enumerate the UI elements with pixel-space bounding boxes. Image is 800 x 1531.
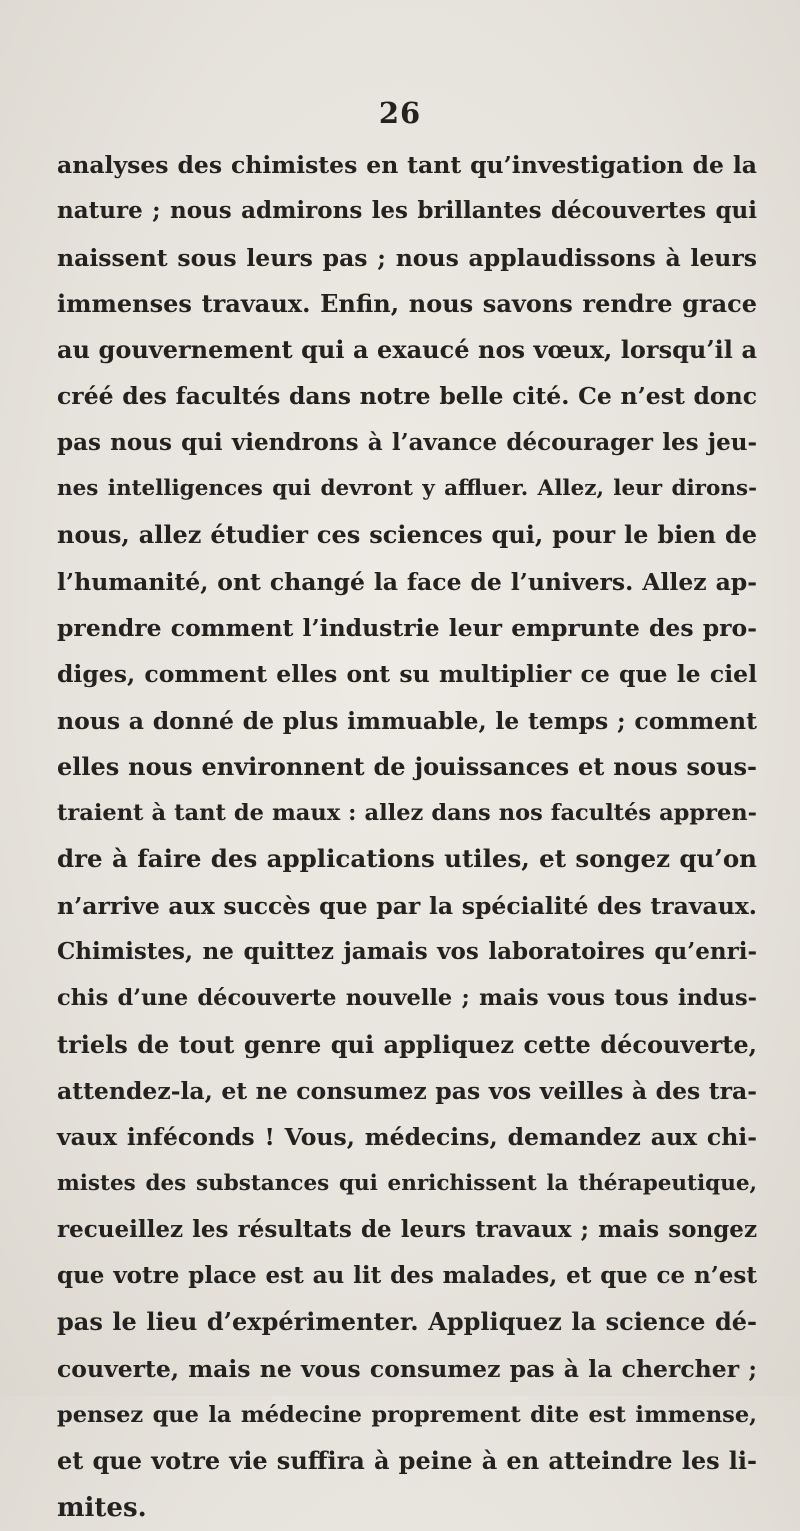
text-line: pas nous qui viendrons à l’avance décourager les jeu-: [57, 428, 757, 456]
text-line: analyses des chimistes en tant qu’investigation de la: [57, 151, 757, 179]
text-line: nes intelligences qui devront y affluer. Allez, leur dirons-: [57, 476, 757, 502]
text-line: traient à tant de maux : allez dans nos facultés appren-: [57, 800, 757, 827]
body-text: [57, 142, 757, 1531]
text-line: diges, comment elles ont su multiplier ce que le ciel: [57, 660, 757, 689]
text-line: et que votre vie suffira à peine à en atteindre les li-: [57, 1446, 757, 1476]
text-line: elles nous environnent de jouissances et nous sous-: [57, 751, 757, 781]
page-number: 26: [378, 96, 422, 130]
text-line: l’humanité, ont changé la face de l’univers. Allez ap-: [57, 567, 757, 596]
text-line: que votre place est au lit des malades, et que ce n’est: [57, 1262, 757, 1290]
text-line: mistes des substances qui enrichissent la thérapeutique,: [57, 1170, 757, 1196]
text-line: triels de tout genre qui appliquez cette découverte,: [57, 1029, 757, 1059]
text-line: nous, allez étudier ces sciences qui, pour le bien de: [57, 520, 757, 550]
text-line: Chimistes, ne quittez jamais vos laboratoires qu’enri-: [57, 938, 757, 966]
text-line: prendre comment l’industrie leur emprunte des pro-: [57, 613, 757, 642]
text-line: nous a donné de plus immuable, le temps ; comment: [57, 706, 757, 735]
text-line: nature ; nous admirons les brillantes découvertes qui: [57, 197, 757, 225]
text-line: vaux inféconds ! Vous, médecins, demandez aux chi-: [57, 1123, 757, 1152]
text-line: pas le lieu d’expérimenter. Appliquez la science dé-: [57, 1307, 757, 1337]
text-line: chis d’une découverte nouvelle ; mais vous tous indus-: [57, 985, 757, 1012]
text-line: dre à faire des applications utiles, et songez qu’on: [57, 844, 757, 874]
text-line: naissent sous leurs pas ; nous applaudissons à leurs: [57, 243, 757, 272]
text-line: immenses travaux. Enfin, nous savons rendre grace: [57, 288, 757, 318]
text-line: attendez-la, et ne consumez pas vos veilles à des tra-: [57, 1076, 757, 1105]
text-line: n’arrive aux succès que par la spécialité des travaux.: [57, 891, 757, 920]
text-line: pensez que la médecine proprement dite est immense,: [57, 1402, 757, 1429]
text-line: créé des facultés dans notre belle cité. Ce n’est donc: [57, 382, 757, 411]
text-line: couverte, mais ne vous consumez pas à la chercher ;: [57, 1354, 757, 1383]
text-line: au gouvernement qui a exaucé nos vœux, lorsqu’il a: [57, 335, 757, 365]
text-line: mites.: [57, 1492, 147, 1523]
text-line: recueillez les résultats de leurs travaux ; mais songez: [57, 1215, 757, 1243]
